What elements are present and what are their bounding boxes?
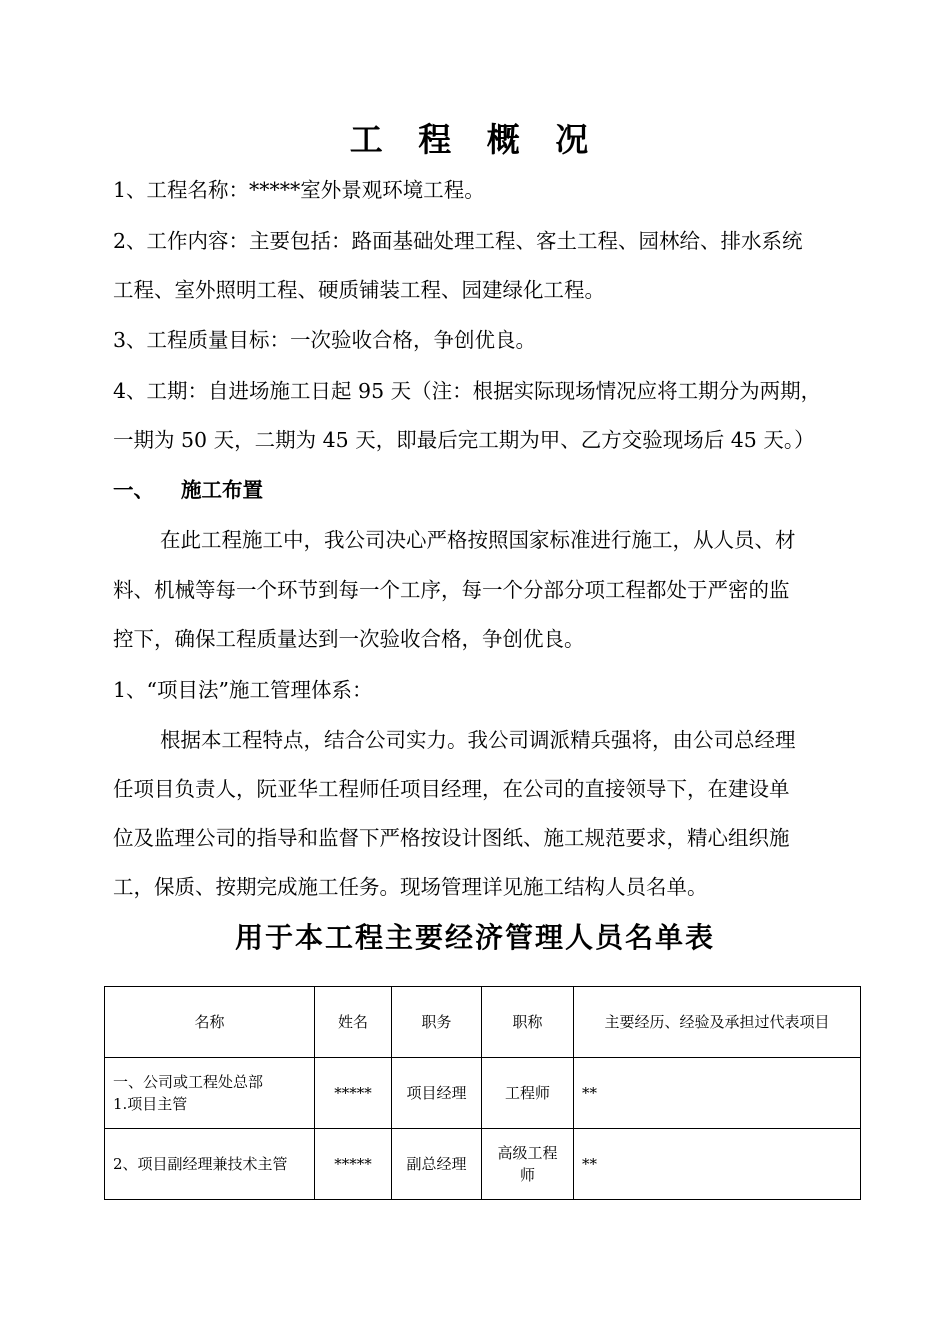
column-header-name: 名称: [105, 987, 315, 1058]
cell-person: *****: [315, 1058, 392, 1129]
paragraph-line: 在此工程施工中，我公司决心严格按照国家标准进行施工，从人员、材: [160, 528, 796, 552]
column-header-person: 姓名: [315, 987, 392, 1058]
column-header-rank: 职称: [482, 987, 574, 1058]
cell-name-line: 1.项目主管: [113, 1095, 188, 1113]
section-heading: [113, 476, 263, 504]
column-header-position: 职务: [392, 987, 482, 1058]
cell-position: 项目经理: [392, 1058, 482, 1129]
overview-item-work-content-cont: 工程、室外照明工程、硬质铺装工程、园建绿化工程。: [113, 278, 605, 302]
cell-person: *****: [315, 1129, 392, 1200]
paragraph-line: 位及监理公司的指导和监督下严格按设计图纸、施工规范要求，精心组织施: [113, 826, 790, 850]
cell-name: [105, 1058, 315, 1129]
table-row: [105, 1058, 861, 1129]
column-header-experience: 主要经历、经验及承担过代表项目: [574, 987, 861, 1058]
cell-experience: **: [574, 1129, 861, 1200]
overview-item-schedule-cont: 一期为 50 天，二期为 45 天，即最后完工期为甲、乙方交验现场后 45 天。）: [113, 428, 815, 452]
overview-item-quality-goal: 3、工程质量目标：一次验收合格，争创优良。: [113, 328, 537, 352]
page-title: 工 程 概 况: [349, 120, 601, 159]
paragraph-line: 工，保质、按期完成施工任务。现场管理详见施工结构人员名单。: [113, 875, 708, 899]
overview-item-work-content: 2、工作内容：主要包括：路面基础处理工程、客土工程、园林给、排水系统: [113, 229, 803, 253]
paragraph-line: 任项目负责人，阮亚华工程师任项目经理，在公司的直接领导下，在建设单: [113, 777, 790, 801]
table-row: [105, 1129, 861, 1200]
cell-rank-line: 师: [519, 1166, 535, 1184]
overview-item-project-name: 1、工程名称：*****室外景观环境工程。: [113, 178, 485, 202]
paragraph-line: 控下，确保工程质量达到一次验收合格，争创优良。: [113, 627, 585, 651]
section-title: 施工布置: [181, 478, 263, 502]
paragraph-line: 根据本工程特点，结合公司实力。我公司调派精兵强将，由公司总经理: [160, 728, 796, 752]
subsection-heading: 1、“项目法”施工管理体系：: [113, 678, 373, 702]
cell-name-line: 2、项目副经理兼技术主管: [113, 1155, 288, 1173]
table-header-row: [105, 987, 861, 1058]
staff-table: [104, 986, 861, 1200]
cell-rank-line: 高级工程: [497, 1144, 558, 1162]
table-title: 用于本工程主要经济管理人员名单表: [234, 921, 715, 954]
cell-rank: [482, 1129, 574, 1200]
paragraph-line: 料、机械等每一个环节到每一个工序，每一个分部分项工程都处于严密的监: [113, 578, 790, 602]
cell-name-line: 一、公司或工程处总部: [113, 1073, 264, 1091]
cell-rank: [482, 1058, 574, 1129]
cell-experience: **: [574, 1058, 861, 1129]
section-number: 一、: [113, 478, 154, 502]
cell-name: [105, 1129, 315, 1200]
overview-item-schedule: 4、工期：自进场施工日起 95 天（注：根据实际现场情况应将工期分为两期，: [113, 379, 822, 403]
cell-rank-line: 工程师: [504, 1084, 550, 1102]
cell-position: 副总经理: [392, 1129, 482, 1200]
